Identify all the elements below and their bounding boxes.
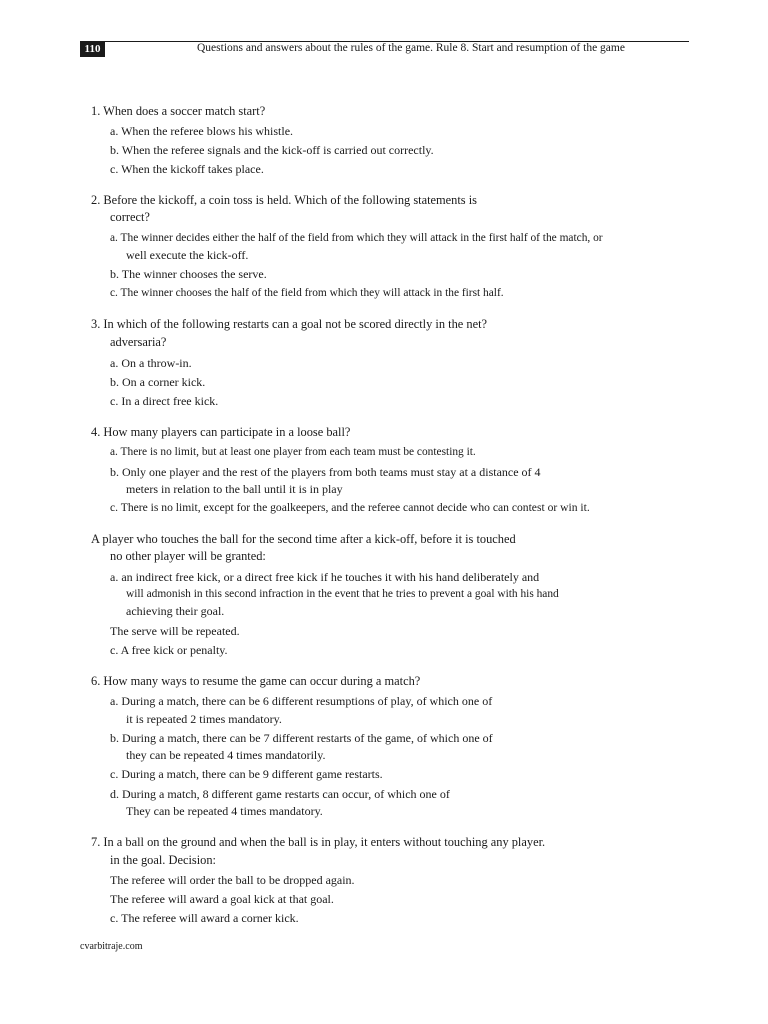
question-6: 6. How many ways to resume the game can occur during a match? bbox=[91, 674, 421, 688]
q6-option-d-cont: They can be repeated 4 times mandatory. bbox=[126, 804, 323, 818]
q2-option-a: a. The winner decides either the half of the field from which they will attack in the first half of the match, or bbox=[110, 232, 603, 244]
q3-option-b: b. On a corner kick. bbox=[110, 375, 206, 389]
question-4: 4. How many players can participate in a loose ball? bbox=[91, 425, 351, 439]
question-7-line-2: in the goal. Decision: bbox=[110, 853, 216, 867]
q7-option-c: c. The referee will award a corner kick. bbox=[110, 911, 299, 925]
q6-option-d: d. During a match, 8 different game restarts can occur, of which one of bbox=[110, 787, 450, 801]
page-number-badge: 110 bbox=[80, 41, 105, 57]
q2-option-c: c. The winner chooses the half of the field from which they will attack in the first half. bbox=[110, 287, 504, 299]
question-2-line-1: 2. Before the kickoff, a coin toss is held. Which of the following statements is bbox=[91, 193, 477, 207]
q6-option-c: c. During a match, there can be 9 different game restarts. bbox=[110, 767, 383, 781]
q3-option-a: a. On a throw-in. bbox=[110, 356, 192, 370]
question-3-line-2: adversaria? bbox=[110, 335, 167, 349]
q7-option-b: The referee will award a goal kick at that goal. bbox=[110, 892, 334, 906]
q6-option-a-cont: it is repeated 2 times mandatory. bbox=[126, 712, 282, 726]
question-7-line-1: 7. In a ball on the ground and when the ball is in play, it enters without touching any player. bbox=[91, 835, 546, 849]
q7-option-a: The referee will order the ball to be dropped again. bbox=[110, 873, 355, 887]
question-2-line-2: correct? bbox=[110, 210, 150, 224]
question-1: 1. When does a soccer match start? bbox=[91, 104, 266, 118]
q3-option-c: c. In a direct free kick. bbox=[110, 394, 219, 408]
q4-option-c: c. There is no limit, except for the goalkeepers, and the referee cannot decide who can contest or win it. bbox=[110, 501, 590, 514]
q5-option-b: The serve will be repeated. bbox=[110, 624, 240, 638]
question-3-line-1: 3. In which of the following restarts can a goal not be scored directly in the net? bbox=[91, 317, 488, 331]
question-5-line-1: A player who touches the ball for the second time after a kick-off, before it is touched bbox=[91, 532, 516, 546]
running-title: Questions and answers about the rules of the game. Rule 8. Start and resumption of the game bbox=[197, 42, 625, 54]
q2-option-b: b. The winner chooses the serve. bbox=[110, 267, 267, 281]
q6-option-b: b. During a match, there can be 7 different restarts of the game, of which one of bbox=[110, 731, 493, 745]
footer-site: cvarbitraje.com bbox=[80, 941, 143, 952]
q1-option-a: a. When the referee blows his whistle. bbox=[110, 124, 294, 138]
q5-option-a-cont-2: achieving their goal. bbox=[126, 604, 225, 618]
question-5-line-2: no other player will be granted: bbox=[110, 549, 266, 563]
q6-option-a: a. During a match, there can be 6 different resumptions of play, of which one of bbox=[110, 694, 493, 708]
q4-option-b-cont: meters in relation to the ball until it is in play bbox=[126, 482, 343, 496]
q2-option-a-cont: well execute the kick-off. bbox=[126, 248, 249, 262]
q5-option-a: a. an indirect free kick, or a direct free kick if he touches it with his hand deliberately and bbox=[110, 570, 540, 584]
q5-option-c: c. A free kick or penalty. bbox=[110, 643, 228, 657]
q6-option-b-cont: they can be repeated 4 times mandatorily. bbox=[126, 748, 326, 762]
q4-option-a: a. There is no limit, but at least one player from each team must be contesting it. bbox=[110, 446, 476, 458]
q5-option-a-cont-1: will admonish in this second infraction in the event that he tries to prevent a goal with his hand bbox=[126, 588, 559, 600]
q4-option-b: b. Only one player and the rest of the players from both teams must stay at a distance of 4 bbox=[110, 465, 541, 479]
q1-option-b: b. When the referee signals and the kick-off is carried out correctly. bbox=[110, 143, 434, 157]
q1-option-c: c. When the kickoff takes place. bbox=[110, 162, 264, 176]
